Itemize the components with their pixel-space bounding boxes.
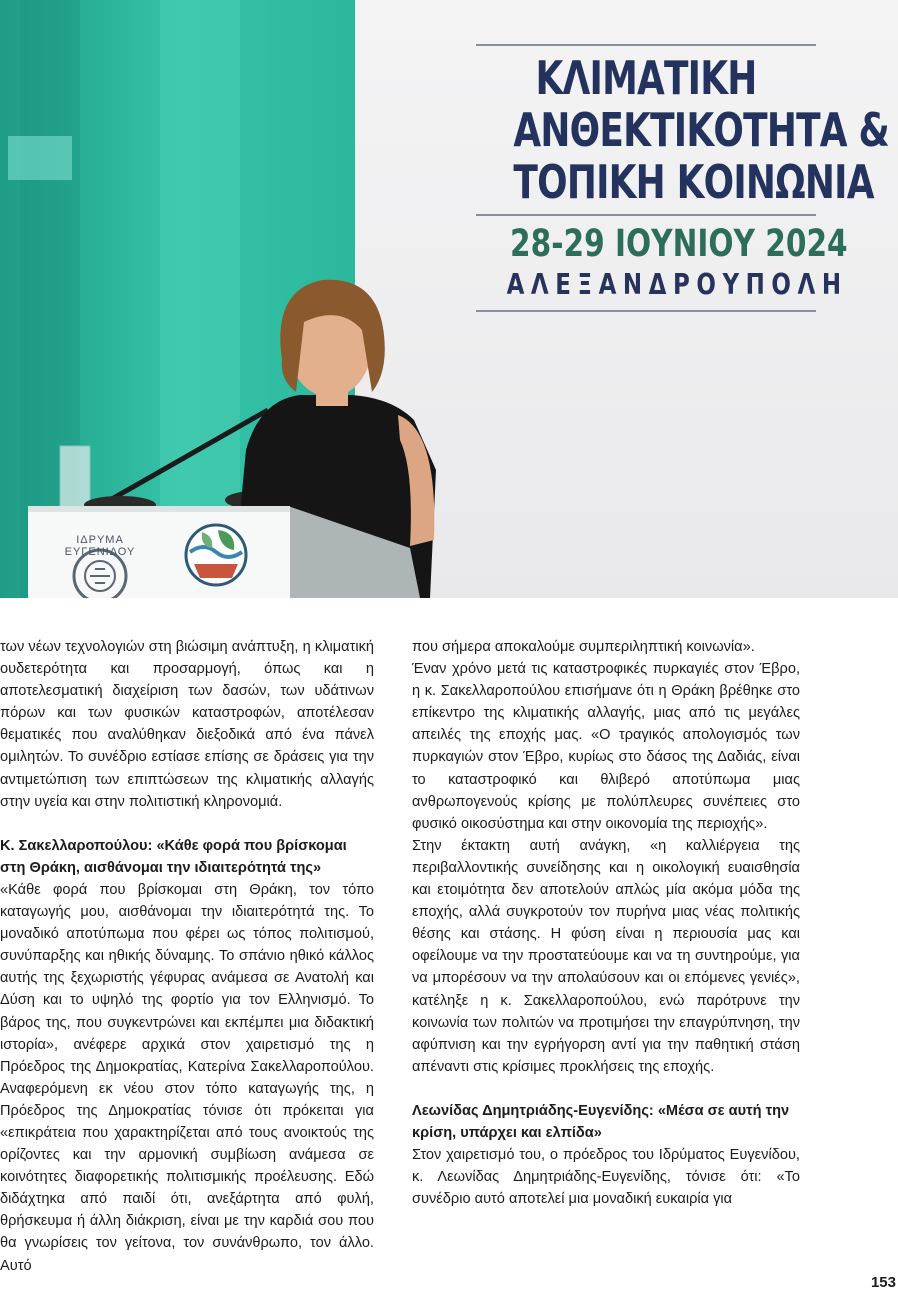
banner-title-line-3: ΤΟΠΙΚΗ ΚΟΙΝΩΝΙΑ bbox=[513, 155, 874, 209]
right-section-heading: Λεωνίδας Δημητριάδης-Ευγενίδης: «Μέσα σε αυτή την κρίση, υπάρχει και ελπίδα» bbox=[412, 1102, 790, 1141]
right-paragraph-3: Στην έκτακτη αυτή ανάγκη, «η καλλιέργεια της περιβαλλοντικής συνείδησης και η οικολογική ευαισθησία και ετοιμότητα δεν αποτελούν απλώς μία ακόμα μόδα της εποχής, αλλά συγκροτούν τον πυρήνα μιας νέας πολιτικής θέσης και στάσης. Η φύση είναι η περιουσία μας και οφείλουμε να την προστατεύουμε και να τη συντηρούμε, για να μπορέσουν να την απολαύσουν και οι επόμενες γενιές», κατέληξε η κ. Σακελλαροπούλου, ενώ παρότρυνε την κοινωνία των πολιτών να προτιμήσει την επαγρύπνηση, την αφύπνιση και την εγρήγορση αντί για την παθητική στάση απέναντι στις κρίσιμες προκλήσεις της εποχής. bbox=[412, 837, 800, 1075]
banner-rule-middle bbox=[476, 214, 816, 216]
banner-rule-top bbox=[476, 44, 816, 46]
right-paragraph-2: Έναν χρόνο μετά τις καταστροφικές πυρκαγιές στον Έβρο, η κ. Σακελλαροπούλου επισήμανε ότι η Θράκη βρέθηκε στο επίκεντρο της κλιματικής αλλαγής, μιας από τις μεγάλες απειλές της εποχής μας. «Ο τραγικός απολογισμός των πυρκαγιών στον Έβρο, κυρίως στο δάσος της Δαδιάς, είναι το καταστροφικό και θλιβερό αποτύπωμα μιας ανθρωπογενούς κρίσης με πολύπλευρες συνέπειες στο φυσικό οικοσύστημα και στην οικονομία της περιοχής». bbox=[412, 661, 800, 832]
banner-city: ΑΛΕΞΑΝΔΡΟΥΠΟΛΗ bbox=[506, 268, 848, 301]
article-column-left bbox=[0, 636, 374, 1277]
banner-date: 28-29 ΙΟΥΝΙΟΥ 2024 bbox=[510, 222, 848, 265]
left-paragraph-1: των νέων τεχνολογιών στη βιώσιμη ανάπτυξη, η κλιματική ουδετερότητα και προσαρμογή, όπως και η αποτελεσματική διαχείριση των δασών, των υδάτινων πόρων και των φυσικών καταστροφών, αποτέλεσαν θεματικές που αναλύθηκαν διεξοδικά από ένα πάνελ ομιλητών. Το συνέδριο εστίασε επίσης σε δράσεις για την αντιμετώπιση των επιπτώσεων της κλιματικής αλλαγής στην υγεία και στην πολιτιστική κληρονομιά. bbox=[0, 639, 374, 810]
section-gap bbox=[412, 1078, 800, 1100]
banner-title-line-2: ΑΝΘΕΚΤΙΚΟΤΗΤΑ & bbox=[513, 103, 889, 157]
article-photo bbox=[0, 0, 898, 598]
podium-foundation-text: ΙΔΡΥΜΑ ΕΥΓΕΝΙΔΟΥ bbox=[64, 534, 136, 558]
left-paragraph-2: «Κάθε φορά που βρίσκομαι στη Θράκη, τον τόπο καταγωγής μου, αισθάνομαι την ιδιαιτερότητά της. Το μοναδικό αποτύπωμα που φέρει ως τόπος πολιτισμού, συνύπαρξης και ηθικής δύναμης. Το σπάνιο ηθικό κάλλος αυτής της ξεχωριστής γέφυρας ανάμεσα σε Ανατολή και Δύση και το υψηλό της φορτίο για τον Ελληνισμό. Το βάρος της, που συγκεντρώνει και εκπέμπει μια διδακτική ιστορία», ανέφερε αρχικά στον χαιρετισμό της η Πρόεδρος της Δημοκρατίας, Κατερίνα Σακελλαροπούλου. Αναφερόμενη εκ νέου στον τόπο καταγωγής της, η Πρόεδρος της Δημοκρατίας τόνισε ότι πρόκειται για «επικράτεια που χαρακτηρίζεται από τους ανοικτούς της ορίζοντες και την αρμονική συμβίωση ανάμεσα σε κοινότητες διαφορετικής πολιτισμικής προέλευσης. Εδώ διδάχτηκα από παιδί ότι, ανεξάρτητα από φυλή, θρήσκευμα ή άλλη διάκριση, είναι με την καρδιά σου που θα γνωρίσεις τον γείτονα, τον συνάνθρωπο, τον άλλο. Αυτό bbox=[0, 881, 374, 1274]
page-number: 153 bbox=[870, 1274, 896, 1291]
conference-banner bbox=[476, 38, 889, 318]
section-gap bbox=[0, 813, 374, 835]
conference-emblem-icon bbox=[184, 522, 248, 588]
banner-rule-bottom bbox=[476, 310, 816, 312]
right-paragraph-1: που σήμερα αποκαλούμε συμπεριληπτική κοινωνία». bbox=[412, 639, 755, 655]
banner-title-line-1: ΚΛΙΜΑΤΙΚΗ bbox=[535, 51, 757, 105]
article-column-right bbox=[412, 636, 800, 1210]
right-paragraph-4: Στον χαιρετισμό του, ο πρόεδρος του Ιδρύματος Ευγενίδου, κ. Λεωνίδας Δημητριάδης-Ευγενίδης, τόνισε ότι: «Το συνέδριο αυτό αποτελεί μια μοναδική ευκαιρία για bbox=[412, 1147, 800, 1208]
left-section-heading: Κ. Σακελλαροπούλου: «Κάθε φορά που βρίσκομαι στη Θράκη, αισθάνομαι την ιδιαιτερότητά της» bbox=[0, 837, 347, 876]
